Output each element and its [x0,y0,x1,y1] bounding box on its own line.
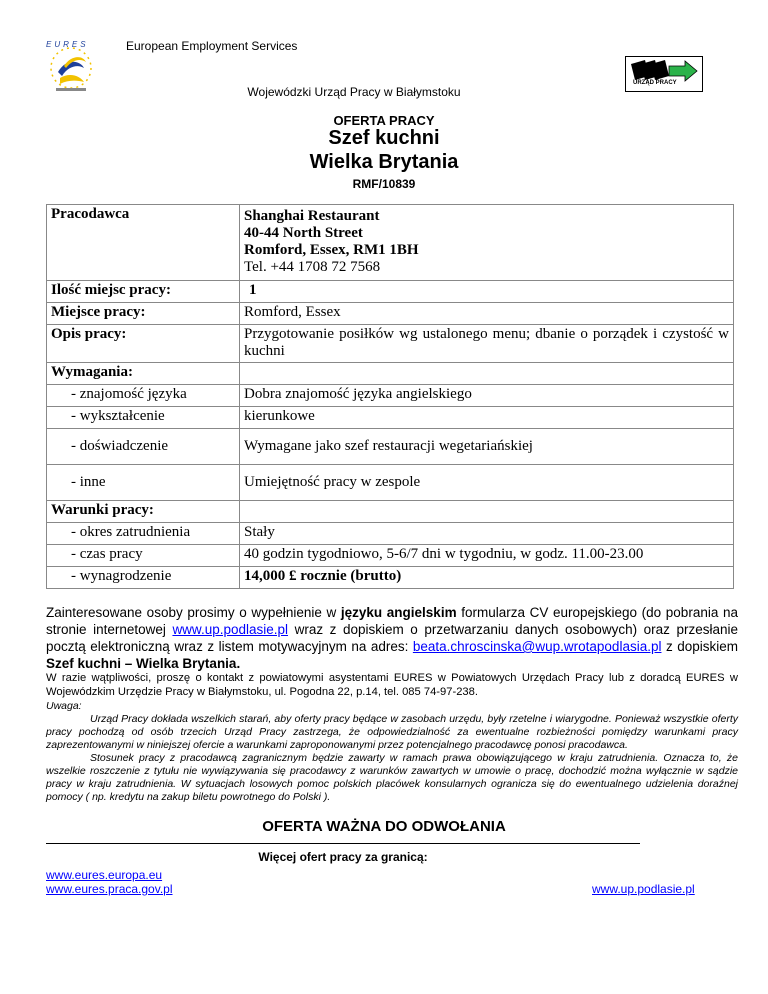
req-experience-label: - doświadczenie [47,429,240,465]
cond-label: Warunki pracy: [47,501,240,523]
cond-hours-value: 40 godzin tygodniowo, 5-6/7 dni w tygodniu, w godz. 11.00-23.00 [240,545,734,567]
cond-period-value: Stały [240,523,734,545]
p1-text-b: formularza CV europejskiego (do pobrania na stronie internetowej [46,605,738,637]
contact-email-link[interactable]: beata.chroscinska@wup.wrotapodlasia.pl [412,639,662,654]
table-row [47,303,734,325]
employer-name: Shanghai Restaurant [244,208,380,224]
urzad-pracy-logo-text: URZĄD PRACY [633,80,677,86]
eures-europa-link[interactable]: www.eures.europa.eu [46,868,163,882]
divider [46,843,640,844]
employer-label: Pracodawca [47,205,240,281]
office-name: Wojewódzki Urząd Pracy w Białymstoku [247,85,461,99]
note-2: Stosunek pracy z pracodawcą zagranicznym będzie zawarty w ramach prawa obowiązującego w kraju zatrudnienia. Oznacza to, że wszelkie roszczenie z tytułu nie wywiązywania się pracodawcy z warunków zawartych w umowie o pracę, dochodzić można wyłącznie w sądzie pracy w kraju zatrudnienia. W sytuacjach losowych pomoc polskich placówek konsularnych ogranicza się do ewentualnego udzielenia doraźnej pomocy ( np. kredytu na zakup biletu powrotnego do Polski ). [46,752,738,803]
table-row [47,363,734,385]
desc-value: Przygotowanie posiłków wg ustalonego menu; dbanie o porządek i czystość w kuchni [240,325,734,363]
note-1: Urząd Pracy dokłada wszelkich starań, aby oferty pracy będące w zasobach urzędu, były rzetelne i wiarygodne. Ponieważ wszystkie oferty pracy pochodzą od osób trzecich Urząd Pracy zastrzega, że odpowiedzialność za ewentualne rozbieżności pomiędzy warunkami pracy zaprezentowanymi w niniejszej ofercie a warunkami zaproponowanymi przez potencjalnego pracodawcę ponosi pracodawca. [46,713,738,751]
cond-salary-label: - wynagrodzenie [47,567,240,589]
cond-salary-value: 14,000 £ rocznie (brutto) [240,567,734,589]
req-other-value: Umiejętność pracy w zespole [240,465,734,501]
positions-value: 1 [240,281,734,303]
employer-city: Romford, Essex, RM1 1BH [244,242,419,258]
note-label: Uwaga: [46,700,82,712]
eures-logo-text: EURES [46,40,89,49]
cond-period-label: - okres zatrudnienia [47,523,240,545]
more-offers-label: Więcej ofert pracy za granicą: [258,850,428,864]
req-language-label: - znajomość języka [47,385,240,407]
p1-text-c: wraz z dopiskiem o przetwarzaniu danych osobowych) oraz przesłanie pocztą elektroniczną wraz z listem motywacyjnym na adres: [46,622,738,654]
offer-kicker: OFERTA PRACY [333,113,435,128]
req-education-value: kierunkowe [240,407,734,429]
p1-text-d: z dopiskiem [661,639,738,654]
table-row [47,523,734,545]
offer-valid: OFERTA WAŻNA DO ODWOŁANIA [262,818,506,835]
table-row [47,407,734,429]
eures-praca-link[interactable]: www.eures.praca.gov.pl [46,882,173,896]
contact-paragraph: W razie wątpliwości, proszę o kontakt z powiatowymi asystentami EURES w Powiatowych Urzędach Pracy lub z doradcą EURES w Wojewódzkim Urzędzie Pracy w Białymstoku, ul. Pogodna 22, p.14, tel. 085 74-97-238. [46,672,738,698]
up-podlasie-footer-link[interactable]: www.up.podlasie.pl [592,882,695,896]
up-podlasie-link[interactable]: www.up.podlasie.pl [172,622,289,637]
table-row [47,501,734,523]
req-education-label: - wykształcenie [47,407,240,429]
place-value: Romford, Essex [240,303,734,325]
p1-text-a: Zainteresowane osoby prosimy o wypełnienie w [46,605,341,620]
table-row [47,429,734,465]
empty-cell [240,501,734,523]
req-label: Wymagania: [47,363,240,385]
p1-bold-lang: języku angielskim [340,605,457,620]
cond-hours-label: - czas pracy [47,545,240,567]
req-other-label: - inne [47,465,240,501]
employer-cell [240,205,734,281]
req-experience-value: Wymagane jako szef restauracji wegetariańskiej [240,429,734,465]
table-row [47,205,734,281]
table-row [47,567,734,589]
job-country: Wielka Brytania [309,151,459,173]
table-row [47,385,734,407]
employer-tel: Tel. +44 1708 72 7568 [244,259,381,275]
employer-street: 40-44 North Street [244,225,363,241]
urzad-pracy-logo [625,56,703,92]
p1-subject: Szef kuchni – Wielka Brytania. [46,656,241,671]
application-paragraph [46,604,738,672]
place-label: Miejsce pracy: [47,303,240,325]
offer-ref: RMF/10839 [352,177,416,191]
org-name: European Employment Services [126,39,298,53]
table-row [47,545,734,567]
positions-label: Ilość miejsc pracy: [47,281,240,303]
table-row [47,465,734,501]
table-row [47,325,734,363]
empty-cell [240,363,734,385]
desc-label: Opis pracy: [47,325,240,363]
table-row [47,281,734,303]
job-title: Szef kuchni [328,127,440,149]
offer-table [46,204,734,589]
req-language-value: Dobra znajomość języka angielskiego [240,385,734,407]
